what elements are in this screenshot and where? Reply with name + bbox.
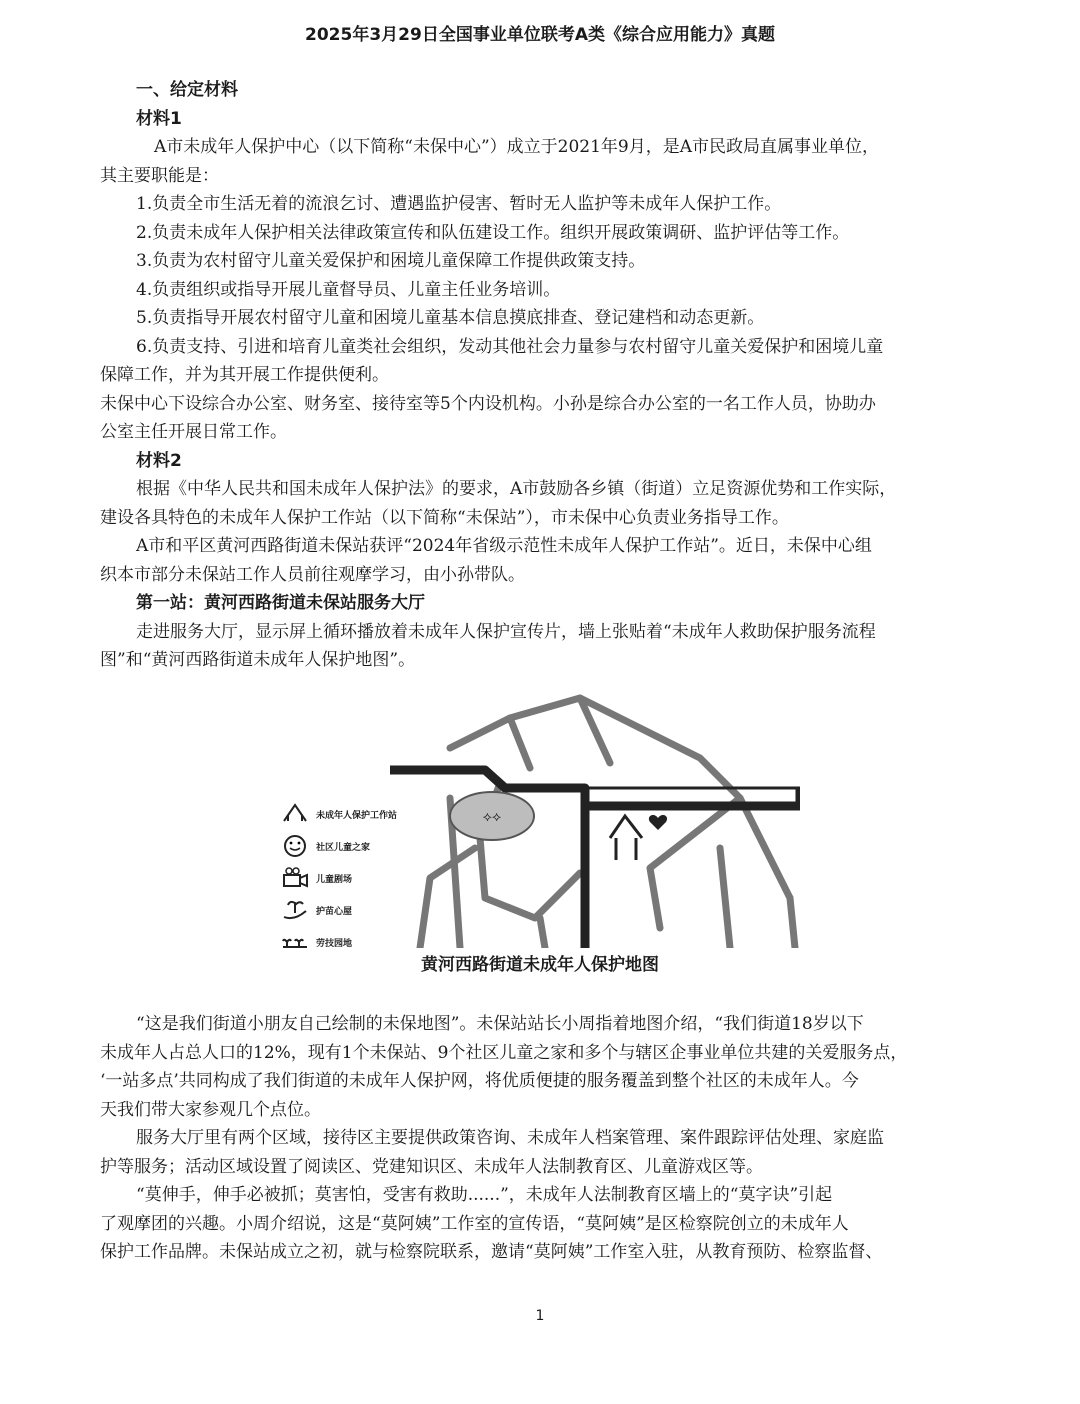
document-title: 2025年3月29日全国事业单位联考A类《综合应用能力》真题 — [305, 25, 775, 45]
m1-end-line1: 未保中心下设综合办公室、财务室、接待室等5个内设机构。小孙是综合办公室的一名工作人员，协助办 — [100, 393, 876, 414]
m1-intro-line2: 其主要职能是： — [100, 165, 219, 186]
content-bottom — [100, 1010, 980, 1267]
para-b-line1: 服务大厅里有两个区域，接待区主要提供政策咨询、未成年人档案管理、案件跟踪评估处理、家庭监 — [136, 1128, 884, 1148]
map-legend — [280, 798, 400, 958]
material-2-heading: 材料2 — [136, 450, 182, 471]
stop-1-line2: 图”和“黄河西路街道未成年人保护地图”。 — [100, 650, 416, 670]
legend-label: 未成年人保护工作站 — [316, 810, 398, 821]
legend-item-children-home — [280, 830, 400, 862]
material-1-heading: 材料1 — [136, 108, 182, 129]
legend-label: 社区儿童之家 — [316, 842, 371, 853]
legend-label: 护苗心屋 — [316, 906, 353, 917]
map-caption: 黄河西路街道未成年人保护地图 — [421, 955, 659, 975]
duty-2: 2.负责未成年人保护相关法律政策宣传和队伍建设工作。组织开展政策调研、监护评估等工作。 — [136, 222, 850, 243]
content-top — [100, 76, 980, 675]
para-c-line2: 了观摩团的兴趣。小周介绍说，这是“莫阿姨”工作室的宣传语，“莫阿姨”是区检察院创立的未成年人 — [100, 1213, 849, 1234]
legend-label: 劳技园地 — [316, 938, 353, 949]
duty-6-line2: 保障工作，并为其开展工作提供便利。 — [100, 365, 389, 385]
smiley-icon — [280, 833, 310, 859]
para-a-line3: ‘一站多点’共同构成了我们街道的未成年人保护网，将优质便捷的服务覆盖到整个社区的未成年人。今 — [100, 1071, 859, 1091]
stop-1-line1: 走进服务大厅，显示屏上循环播放着未成年人保护宣传片，墙上张贴着“未成年人救助保护服务流程 — [136, 621, 876, 642]
m2-p2-line1: A市和平区黄河西路街道未保站获评“2024年省级示范性未成年人保护工作站”。近日，未保中心组 — [136, 536, 872, 556]
video-camera-icon — [280, 865, 310, 891]
m2-p1-line1: 根据《中华人民共和国未成年人保护法》的要求，A市鼓励各乡镇（街道）立足资源优势和工作实际， — [136, 479, 897, 499]
stop-1-heading: 第一站：黄河西路街道未保站服务大厅 — [136, 593, 425, 613]
protection-station-icon — [280, 801, 310, 827]
hand-sprout-icon — [280, 897, 310, 923]
protection-map-figure — [280, 688, 800, 993]
para-a-line4: 天我们带大家参观几个点位。 — [100, 1099, 321, 1120]
section-heading: 一、给定材料 — [136, 80, 238, 100]
duty-4: 4.负责组织或指导开展儿童督导员、儿童主任业务培训。 — [136, 279, 561, 300]
legend-item-theater — [280, 862, 400, 894]
duty-6-line1: 6.负责支持、引进和培育儿童类社会组织，发动其他社会力量参与农村留守儿童关爱保护和困境儿童 — [136, 336, 884, 357]
para-b-line2: 护等服务；活动区域设置了阅读区、党建知识区、未成年人法制教育区、儿童游戏区等。 — [100, 1156, 763, 1177]
para-a-line1: “这是我们街道小朋友自己绘制的未保地图”。未保站站长小周指着地图介绍，“我们街道18岁以下 — [136, 1014, 864, 1034]
svg-text:⟡⟡: ⟡⟡ — [482, 809, 502, 825]
legend-item-protection-station — [280, 798, 400, 830]
legend-item-care-room — [280, 894, 400, 926]
m2-p2-line2: 织本市部分未保站工作人员前往观摩学习，由小孙带队。 — [100, 564, 525, 585]
legend-label: 儿童剧场 — [316, 874, 353, 885]
duty-1: 1.负责全市生活无着的流浪乞讨、遭遇监护侵害、暂时无人监护等未成年人保护工作。 — [136, 194, 782, 214]
page-number: 1 — [535, 1308, 545, 1324]
m1-end-line2: 公室主任开展日常工作。 — [100, 422, 287, 442]
m1-intro-line1: A市未成年人保护中心（以下简称“未保中心”）成立于2021年9月，是A市民政局直属事业单位， — [154, 137, 880, 157]
m2-p1-line2: 建设各具特色的未成年人保护工作站（以下简称“未保站”），市未保中心负责业务指导工作。 — [100, 507, 789, 528]
para-a-line2: 未成年人占总人口的12%，现有1个未保站、9个社区儿童之家和多个与辖区企事业单位共建的关爱服务点， — [100, 1042, 908, 1063]
duty-3: 3.负责为农村留守儿童关爱保护和困境儿童保障工作提供政策支持。 — [136, 251, 646, 271]
duty-5: 5.负责指导开展农村留守儿童和困境儿童基本信息摸底排查、登记建档和动态更新。 — [136, 308, 765, 328]
para-c-line1: “莫伸手，伸手必被抓；莫害怕，受害有救助......”，未成年人法制教育区墙上的“莫字诀”引起 — [136, 1185, 833, 1205]
para-c-line3: 保护工作品牌。未保站成立之初，就与检察院联系，邀请“莫阿姨”工作室入驻，从教育预防、检察监督、 — [100, 1242, 883, 1262]
